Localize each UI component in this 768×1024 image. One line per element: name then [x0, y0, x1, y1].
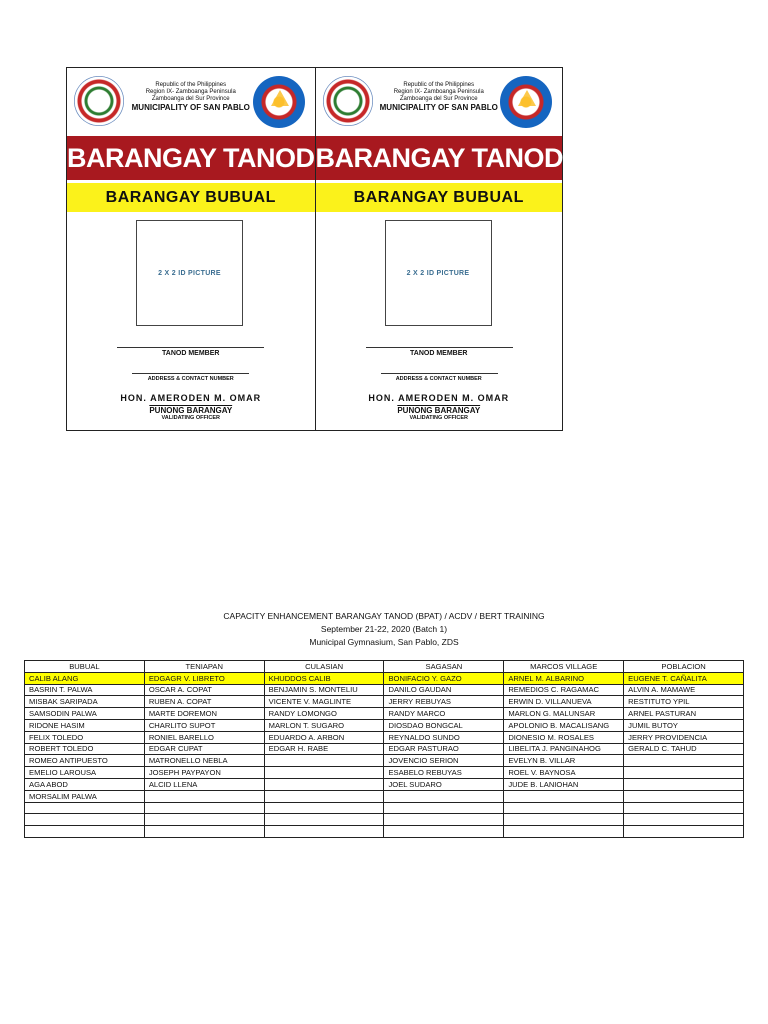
official-name: HON. AMERODEN M. OMAR [120, 393, 262, 403]
table-cell: JOEL SUDARO [384, 778, 504, 790]
table-row [25, 696, 744, 708]
table-cell: JUDE B. LANIOHAN [504, 778, 624, 790]
table-cell: RANDY MARCO [384, 708, 504, 720]
photo-label: 2 X 2 ID PICTURE [158, 269, 221, 277]
table-cell: CALIB ALANG [25, 672, 145, 684]
table-cell [144, 802, 264, 814]
table-cell: RONIEL BARELLO [144, 731, 264, 743]
barangay-name: BARANGAY BUBUAL [353, 189, 524, 206]
id-card-left [67, 68, 315, 430]
title-banner [67, 136, 315, 180]
table-cell: DIOSDAO BONGCAL [384, 719, 504, 731]
table-cell: ARNEL PASTURAN [624, 708, 744, 720]
table-cell: ALCID LLENA [144, 778, 264, 790]
table-cell: OSCAR A. COPAT [144, 684, 264, 696]
table-row [25, 719, 744, 731]
table-cell: MARLON G. MALUNSAR [504, 708, 624, 720]
table-row [25, 708, 744, 720]
table-cell [504, 826, 624, 838]
table-cell [384, 814, 504, 826]
table-cell: BASRIN T. PALWA [25, 684, 145, 696]
table-cell [624, 755, 744, 767]
validating-label: VALIDATING OFFICER [161, 415, 220, 421]
table-cell [384, 826, 504, 838]
table-cell: BONIFACIO Y. GAZO [384, 672, 504, 684]
table-cell: ROMEO ANTIPUESTO [25, 755, 145, 767]
address-label: ADDRESS & CONTACT NUMBER [147, 376, 234, 382]
table-row [25, 672, 744, 684]
header-municipality: MUNICIPALITY OF SAN PABLO [379, 102, 498, 112]
member-label: TANOD MEMBER [162, 350, 220, 357]
table-cell: REMEDIOS C. RAGAMAC [504, 684, 624, 696]
title-banner [316, 136, 563, 180]
barangay-band [67, 183, 315, 212]
table-cell [25, 814, 145, 826]
table-cell: FELIX TOLEDO [25, 731, 145, 743]
table-cell: KHUDDOS CALIB [264, 672, 384, 684]
table-cell [25, 826, 145, 838]
photo-placeholder [385, 220, 492, 326]
table-cell: DANILO GAUDAN [384, 684, 504, 696]
table-cell: MISBAK SARIPADA [25, 696, 145, 708]
table-cell [264, 826, 384, 838]
table-cell: RUBEN A. COPAT [144, 696, 264, 708]
header-province: Zamboanga del Sur Province [151, 95, 230, 102]
header-province: Zamboanga del Sur Province [399, 95, 478, 102]
table-cell [264, 814, 384, 826]
header-country: Republic of the Philippines [155, 82, 227, 88]
table-cell: ALVIN A. MAMAWE [624, 684, 744, 696]
table-cell: RIDONE HASIM [25, 719, 145, 731]
table-cell: ERWIN D. VILLANUEVA [504, 696, 624, 708]
table-row [25, 814, 744, 826]
training-title-block [0, 610, 768, 649]
table-cell: JUMIL BUTOY [624, 719, 744, 731]
table-cell [504, 802, 624, 814]
table-cell: RANDY LOMONGO [264, 708, 384, 720]
card-header-text [374, 82, 505, 112]
table-row [25, 802, 744, 814]
banner-text: BARANGAY TANOD [67, 143, 315, 173]
table-row [25, 778, 744, 790]
roster-body [25, 672, 744, 837]
training-title: CAPACITY ENHANCEMENT BARANGAY TANOD (BPAT) / ACDV / BERT TRAINING [223, 611, 545, 621]
table-cell: GERALD C. TAHUD [624, 743, 744, 755]
column-header: TENIAPAN [144, 661, 264, 673]
table-cell [624, 802, 744, 814]
card-header [316, 68, 563, 136]
table-row [25, 790, 744, 802]
table-cell: CHARLITO SUPOT [144, 719, 264, 731]
table-row [25, 731, 744, 743]
table-cell: ESABELO REBUYAS [384, 767, 504, 779]
table-cell: JOSEPH PAYPAYON [144, 767, 264, 779]
card-header [67, 68, 315, 136]
table-cell: MARTE DOREMON [144, 708, 264, 720]
header-region: Region IX- Zamboanga Peninsula [393, 88, 484, 95]
municipal-seal-icon [323, 76, 373, 126]
table-cell [264, 778, 384, 790]
table-cell [384, 790, 504, 802]
table-cell: BENJAMIN S. MONTELIU [264, 684, 384, 696]
table-cell [264, 802, 384, 814]
table-cell [264, 755, 384, 767]
training-venue: Municipal Gymnasium, San Pablo, ZDS [309, 637, 459, 647]
table-cell: EDGAR PASTURAO [384, 743, 504, 755]
table-cell: ROBERT TOLEDO [25, 743, 145, 755]
column-header: SAGASAN [384, 661, 504, 673]
photo-placeholder [136, 220, 243, 326]
member-signature-line [366, 347, 513, 348]
table-row [25, 767, 744, 779]
photo-label: 2 X 2 ID PICTURE [406, 269, 470, 277]
barangay-band [316, 183, 563, 212]
table-cell: VICENTE V. MAGLINTE [264, 696, 384, 708]
roster-table [24, 660, 744, 838]
table-cell [264, 767, 384, 779]
table-cell: DIONESIO M. ROSALES [504, 731, 624, 743]
table-row [25, 684, 744, 696]
validating-label: VALIDATING OFFICER [409, 415, 468, 421]
member-signature-line [117, 347, 264, 348]
table-cell: JOVENCIO SERION [384, 755, 504, 767]
table-cell: MARLON T. SUGARO [264, 719, 384, 731]
table-cell: ROEL V. BAYNOSA [504, 767, 624, 779]
table-cell [264, 790, 384, 802]
header-row [25, 661, 744, 673]
header-municipality: MUNICIPALITY OF SAN PABLO [131, 102, 250, 112]
address-label: ADDRESS & CONTACT NUMBER [395, 376, 482, 382]
table-cell: EUGENE T. CAÑALITA [624, 672, 744, 684]
table-cell: AGA ABOD [25, 778, 145, 790]
table-cell: JERRY REBUYAS [384, 696, 504, 708]
table-row [25, 743, 744, 755]
table-cell: RESTITUTO YPIL [624, 696, 744, 708]
table-cell [144, 814, 264, 826]
table-cell [624, 826, 744, 838]
official-name: HON. AMERODEN M. OMAR [368, 393, 510, 403]
table-cell [624, 790, 744, 802]
table-cell [624, 814, 744, 826]
table-cell: EVELYN B. VILLAR [504, 755, 624, 767]
table-cell: EDGAR CUPAT [144, 743, 264, 755]
member-label: TANOD MEMBER [410, 350, 468, 357]
table-cell [504, 814, 624, 826]
address-line [381, 373, 498, 374]
table-cell [25, 802, 145, 814]
peace-and-order-seal-icon [253, 76, 305, 128]
table-cell [624, 767, 744, 779]
column-header: MARCOS VILLAGE [504, 661, 624, 673]
table-row [25, 826, 744, 838]
official-title: PUNONG BARANGAY [149, 406, 233, 415]
header-country: Republic of the Philippines [403, 82, 475, 88]
table-cell: SAMSODIN PALWA [25, 708, 145, 720]
official-title: PUNONG BARANGAY [397, 406, 481, 415]
peace-and-order-seal-icon [500, 76, 552, 128]
table-cell: LIBELITA J. PANGINAHOG [504, 743, 624, 755]
barangay-name: BARANGAY BUBUAL [105, 189, 276, 206]
header-region: Region IX- Zamboanga Peninsula [145, 88, 236, 95]
training-date: September 21-22, 2020 (Batch 1) [320, 624, 448, 634]
table-row [25, 755, 744, 767]
table-cell: MATRONELLO NEBLA [144, 755, 264, 767]
table-cell: EDGAR H. RABE [264, 743, 384, 755]
table-cell [624, 778, 744, 790]
column-header: BUBUAL [25, 661, 145, 673]
column-header: POBLACION [624, 661, 744, 673]
table-cell: MORSALIM PALWA [25, 790, 145, 802]
column-header: CULASIAN [264, 661, 384, 673]
table-cell: JERRY PROVIDENCIA [624, 731, 744, 743]
table-cell: ARNEL M. ALBARINO [504, 672, 624, 684]
table-cell: EDUARDO A. ARBON [264, 731, 384, 743]
table-cell [144, 826, 264, 838]
table-cell: REYNALDO SUNDO [384, 731, 504, 743]
banner-text: BARANGAY TANOD [315, 143, 564, 173]
table-cell: APOLONIO B. MACALISANG [504, 719, 624, 731]
table-cell: EDGAGR V. LIBRETO [144, 672, 264, 684]
id-cards [66, 67, 563, 431]
id-card-right [315, 68, 563, 430]
roster-header [25, 661, 744, 673]
address-line [132, 373, 249, 374]
table-cell: EMELIO LAROUSA [25, 767, 145, 779]
table-cell [504, 790, 624, 802]
municipal-seal-icon [74, 76, 124, 126]
card-header-text [125, 82, 257, 112]
table-cell [384, 802, 504, 814]
table-cell [144, 790, 264, 802]
